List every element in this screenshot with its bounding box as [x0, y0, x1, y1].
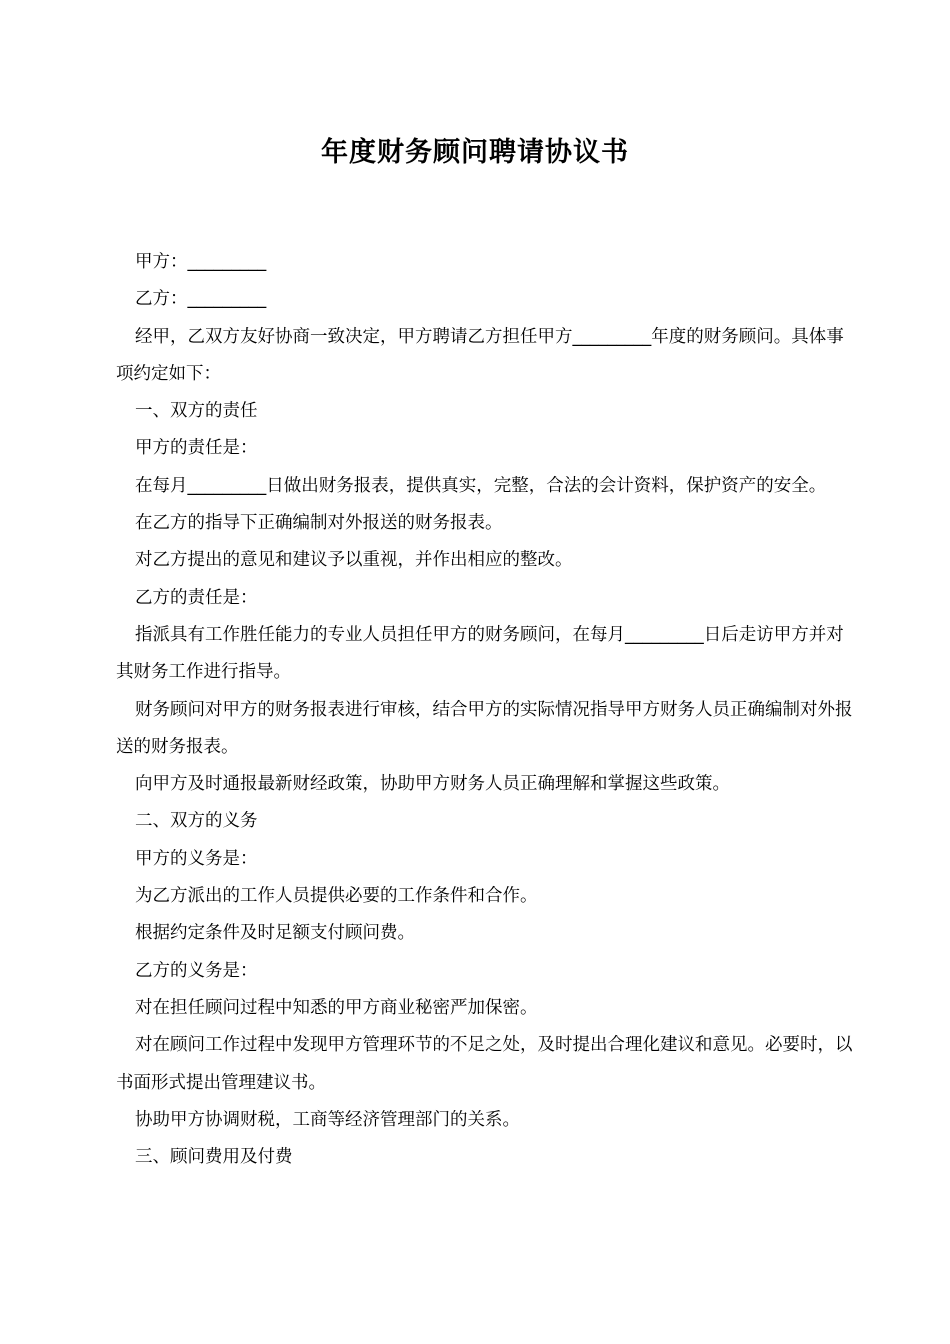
- clause-paragraph: 指派具有工作胜任能力的专业人员担任甲方的财务顾问，在每月_________日后走访甲方并对其财务工作进行指导。: [116, 624, 844, 683]
- subheading-party-a-responsibility: 甲方的责任是：: [135, 438, 258, 459]
- intro-paragraph: 经甲，乙双方友好协商一致决定，甲方聘请乙方担任甲方_________年度的财务顾问。具体事项约定如下：: [116, 326, 844, 384]
- clause-paragraph: 对在顾问工作过程中发现甲方管理环节的不足之处，及时提出合理化建议和意见。必要时，以书面形式提出管理建议书。: [116, 1035, 853, 1093]
- clause-paragraph: 为乙方派出的工作人员提供必要的工作条件和合作。: [135, 886, 538, 907]
- clause-paragraph: 对在担任顾问过程中知悉的甲方商业秘密严加保密。: [135, 997, 538, 1018]
- clause-paragraph: 协助甲方协调财税，工商等经济管理部门的关系。: [135, 1109, 520, 1130]
- clause-paragraph: 财务顾问对甲方的财务报表进行审核，结合甲方的实际情况指导甲方财务人员正确编制对外报送的财务报表。: [116, 699, 853, 757]
- subheading-party-b-responsibility: 乙方的责任是：: [135, 587, 258, 608]
- party-a-line: 甲方：_________: [135, 252, 267, 272]
- clause-paragraph: 在每月_________日做出财务报表，提供真实，完整，合法的会计资料，保护资产的安全。: [135, 475, 827, 496]
- clause-paragraph: 向甲方及时通报最新财经政策，协助甲方财务人员正确理解和掌握这些政策。: [135, 774, 730, 795]
- section-heading-2: 二、双方的义务: [135, 811, 258, 832]
- section-heading-3: 三、顾问费用及付费: [135, 1147, 293, 1168]
- document-body: [116, 244, 856, 1176]
- section-heading-1: 一、双方的责任: [135, 401, 258, 422]
- subheading-party-b-obligation: 乙方的义务是：: [135, 960, 258, 981]
- party-b-line: 乙方：_________: [135, 289, 267, 310]
- clause-paragraph: 在乙方的指导下正确编制对外报送的财务报表。: [135, 513, 503, 534]
- document-title: 年度财务顾问聘请协议书: [321, 137, 629, 168]
- subheading-party-a-obligation: 甲方的义务是：: [135, 848, 258, 869]
- clause-paragraph: 根据约定条件及时足额支付顾问费。: [135, 923, 415, 944]
- clause-paragraph: 对乙方提出的意见和建议予以重视，并作出相应的整改。: [135, 550, 573, 571]
